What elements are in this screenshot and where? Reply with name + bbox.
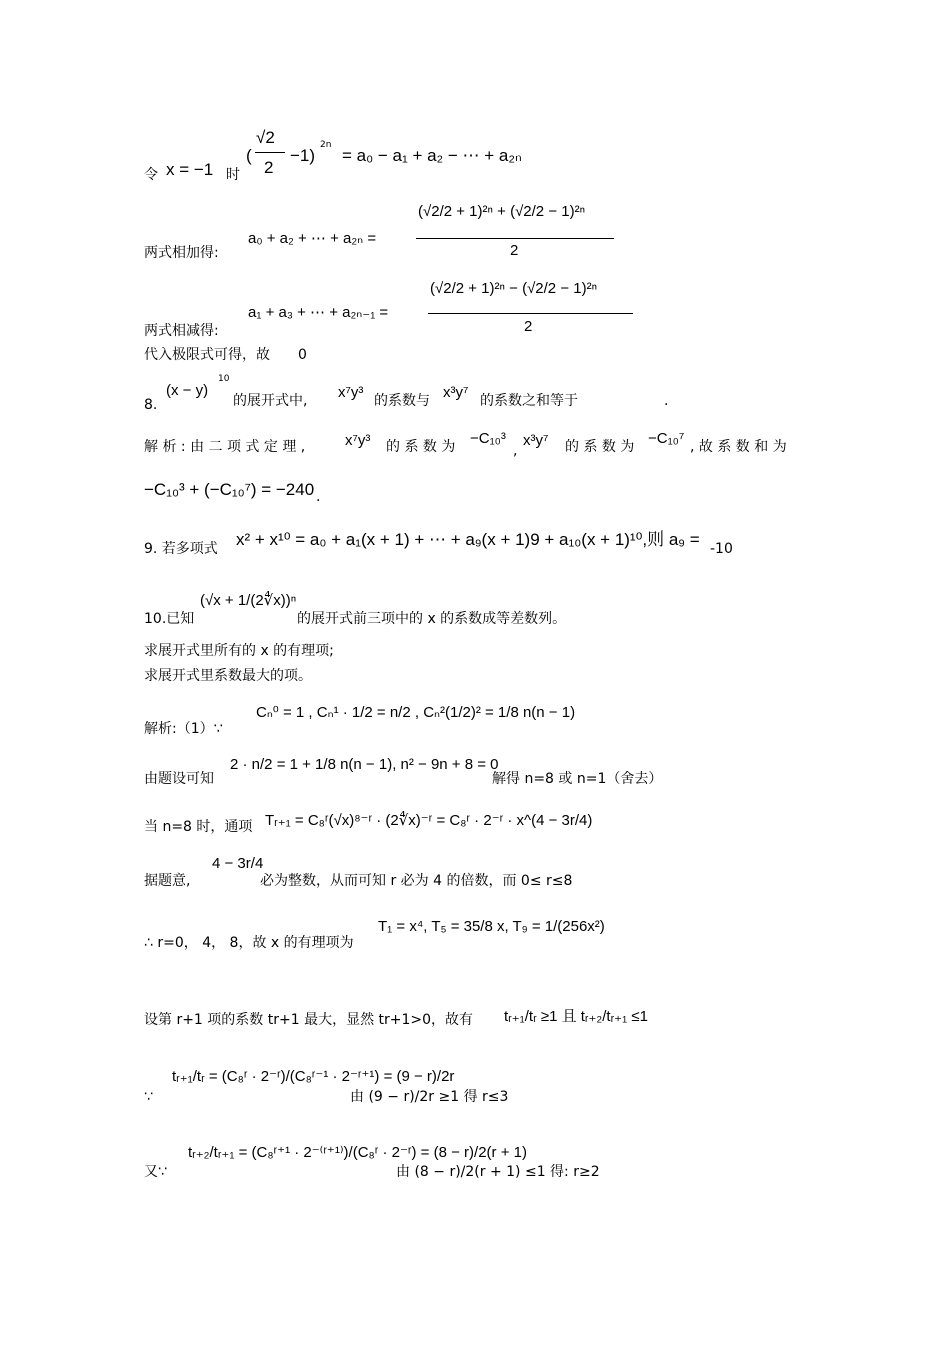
a8-t2: 的 系 数 为 xyxy=(386,439,456,455)
a10-l8-tail: 由 (8 − r)/2(r + 1) ≤1 得: r≥2 xyxy=(396,1164,600,1180)
a8-c2: −C₁₀⁷ xyxy=(648,430,685,447)
diff-num: (√2/2 + 1)²ⁿ − (√2/2 − 1)²ⁿ xyxy=(430,280,598,297)
diff-lhs: a₁ + a₃ + ⋯ + a₂ₙ₋₁ = xyxy=(248,304,389,321)
a10-l2-expr: 2 · n/2 = 1 + 1/8 n(n − 1), n² − 9n + 8 = 0 xyxy=(230,756,499,773)
l1-frac-num: √2 xyxy=(256,128,275,147)
q8-blank: . xyxy=(664,393,669,409)
q8-t3: 的系数之和等于 xyxy=(480,393,578,409)
l1-exp: 2n xyxy=(320,140,332,150)
q8-expr: (x − y) xyxy=(166,382,209,399)
ling-text: 令 xyxy=(144,167,158,183)
a8-t3: 的 系 数 为 xyxy=(565,439,635,455)
limit-text: 代入极限式可得，故 xyxy=(144,347,270,363)
a10-l2-tail: 解得 n=8 或 n=1（舍去） xyxy=(492,771,663,787)
q9-label: 9. 若多项式 xyxy=(144,541,218,557)
a10-l5-expr: T₁ = x⁴, T₅ = 35/8 x, T₉ = 1/(256x²) xyxy=(378,918,605,935)
q8-t1: 的展开式中, xyxy=(233,393,308,409)
a10-l4-tail: 必为整数，从而可知 r 必为 4 的倍数，而 0≤ r≤8 xyxy=(260,873,573,889)
l1-rhs: = a₀ − a₁ + a₂ − ⋯ + a₂ₙ xyxy=(342,146,522,165)
l1-frac-den: 2 xyxy=(264,158,274,177)
q8-m2: x³y⁷ xyxy=(443,384,469,401)
shi-text: 时 xyxy=(226,167,240,183)
sum-bar xyxy=(416,238,614,239)
sum-num: (√2/2 + 1)²ⁿ + (√2/2 − 1)²ⁿ xyxy=(418,203,586,220)
a8-sep: , xyxy=(513,443,518,459)
q8-m1: x⁷y³ xyxy=(338,384,364,401)
a10-l7-tail: 由 (9 − r)/2r ≥1 得 r≤3 xyxy=(350,1089,509,1105)
a8-sum: −C₁₀³ + (−C₁₀⁷) = −240 xyxy=(144,480,315,499)
l1-rest: −1) xyxy=(290,146,316,165)
q9-expr: x² + x¹⁰ = a₀ + a₁(x + 1) + ⋯ + a₉(x + 1)9 + a₁₀(x + 1)¹⁰,则 a₉ = xyxy=(236,530,700,549)
l1-open-paren: ( xyxy=(246,146,252,165)
a8-t1: 解 析 : 由 二 项 式 定 理 , xyxy=(144,439,306,455)
q10-rest: 的展开式前三项中的 x 的系数成等差数列。 xyxy=(297,611,567,627)
sum-lhs: a₀ + a₂ + ⋯ + a₂ₙ = xyxy=(248,230,377,247)
a8-m2: x³y⁷ xyxy=(523,432,549,449)
q8-number: 8. xyxy=(144,397,158,413)
a8-end: . xyxy=(316,489,321,505)
a10-l6-text: 设第 r+1 项的系数 tr+1 最大，显然 tr+1>0，故有 xyxy=(144,1012,474,1028)
a10-l1-expr: Cₙ⁰ = 1 , Cₙ¹ · 1/2 = n/2 , Cₙ²(1/2)² = 1/8 n(n − 1) xyxy=(256,704,576,721)
q8-t2: 的系数与 xyxy=(374,393,430,409)
q10-sub1: 求展开式里所有的 x 的有理项; xyxy=(144,643,334,659)
a10-l7-expr: tᵣ₊₁/tᵣ = (C₈ʳ · 2⁻ʳ)/(C₈ʳ⁻¹ · 2⁻ʳ⁺¹) = (9 − r)/2r xyxy=(172,1068,455,1085)
a10-l4-expr: 4 − 3r/4 xyxy=(212,855,264,872)
q10-label: 10.已知 xyxy=(144,611,195,627)
sum-label: 两式相加得: xyxy=(144,245,219,261)
a10-l4-label: 据题意, xyxy=(144,873,191,889)
l1-frac-bar xyxy=(255,152,285,153)
q10-expr: (√x + 1/(2∜x))ⁿ xyxy=(200,592,297,609)
a10-l2-label: 由题设可知 xyxy=(144,771,214,787)
a10-l1-label: 解析:（1）∵ xyxy=(144,721,223,737)
limit-value: 0 xyxy=(298,347,307,363)
sum-den: 2 xyxy=(510,242,519,259)
a10-l7-label: ∵ xyxy=(144,1089,153,1105)
q9-answer: -10 xyxy=(710,541,733,557)
a8-t4: , 故 系 数 和 为 xyxy=(690,439,787,455)
diff-den: 2 xyxy=(524,318,533,335)
q8-exp: 10 xyxy=(218,374,230,384)
diff-label: 两式相减得: xyxy=(144,323,219,339)
a10-l3-expr: Tᵣ₊₁ = C₈ʳ(√x)⁸⁻ʳ · (2∜x)⁻ʳ = C₈ʳ · 2⁻ʳ · x^(4 − 3r/4) xyxy=(265,812,593,829)
a8-m1: x⁷y³ xyxy=(345,432,371,449)
a10-l6-expr: tᵣ₊₁/tᵣ ≥1 且 tᵣ₊₂/tᵣ₊₁ ≤1 xyxy=(504,1008,648,1025)
a8-c1: −C₁₀³ xyxy=(470,430,506,447)
a10-l8-label: 又∵ xyxy=(144,1164,167,1180)
a10-l8-expr: tᵣ₊₂/tᵣ₊₁ = (C₈ʳ⁺¹ · 2⁻⁽ʳ⁺¹⁾)/(C₈ʳ · 2⁻ʳ) = (8 − r)/2(r + 1) xyxy=(188,1144,527,1161)
q10-sub2: 求展开式里系数最大的项。 xyxy=(144,668,312,684)
a10-l5-label: ∴ r=0， 4， 8，故 x 的有理项为 xyxy=(144,935,354,951)
a10-l3-label: 当 n=8 时，通项 xyxy=(144,819,253,835)
diff-bar xyxy=(428,313,633,314)
x-eq-expr: x = −1 xyxy=(166,160,214,179)
